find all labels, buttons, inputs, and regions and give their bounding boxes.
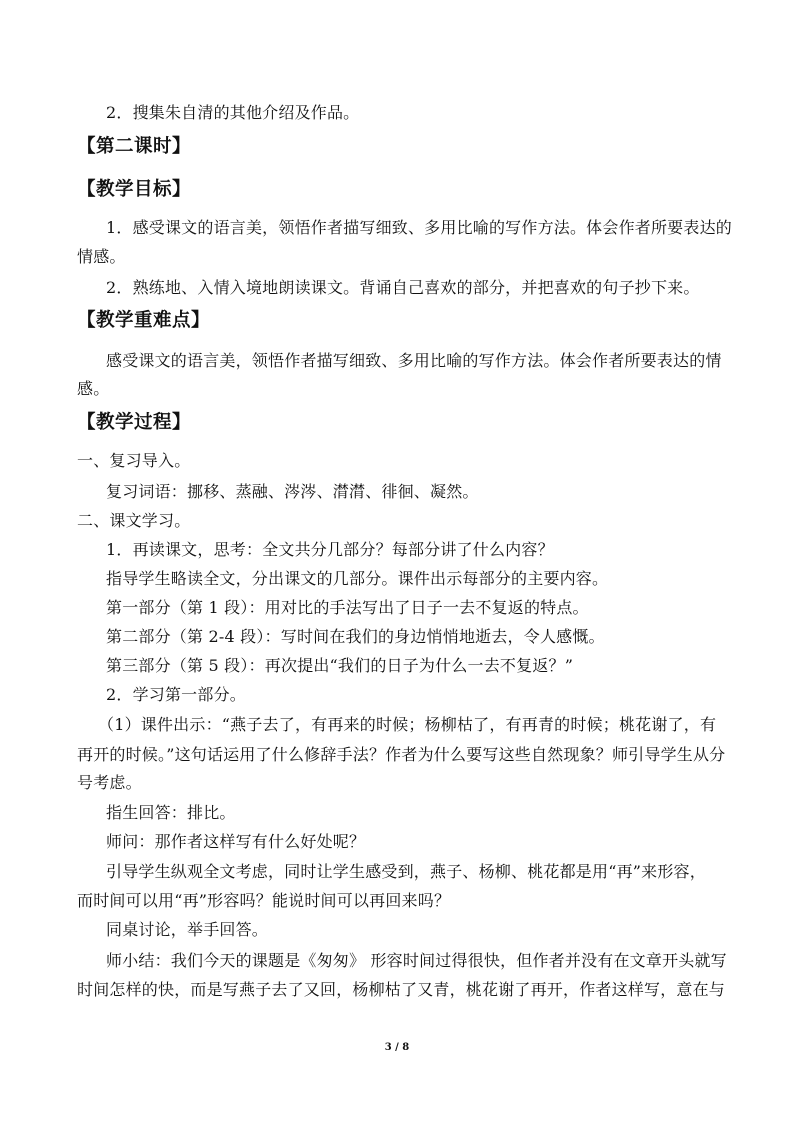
text-line: 第一部分（第 1 段）：用对比的手法写出了日子一去不复返的特点。 xyxy=(106,598,589,617)
text-line: 同桌讨论，举手回答。 xyxy=(106,920,269,939)
text-line: 再开的时候。”这句话运用了什么修辞手法？作者为什么要写这些自然现象？师引导学生从分 xyxy=(77,745,726,764)
text-line: （1）课件出示：“燕子去了，有再来的时候；杨柳枯了，有再青的时候；桃花谢了，有 xyxy=(98,715,717,734)
text-line: 感受课文的语言美，领悟作者描写细致、多用比喻的写作方法。体会作者所要表达的情 xyxy=(106,351,722,370)
text-line: 2．学习第一部分。 xyxy=(106,685,246,704)
text-line: 1．再读课文，思考：全文共分几部分？每部分讲了什么内容？ xyxy=(106,540,554,559)
text-line: 2．熟练地、入情入境地朗读课文。背诵自己喜欢的部分，并把喜欢的句子抄下来。 xyxy=(106,278,700,297)
text-line: 而时间可以用“再”形容吗？能说时间可以再回来吗？ xyxy=(77,891,451,910)
text-line: 一、复习导入。 xyxy=(77,451,191,470)
text-line: 号考虑。 xyxy=(77,773,142,792)
text-line: 第二部分（第 2-4 段）：写时间在我们的身边悄悄地逝去，令人感慨。 xyxy=(106,627,605,646)
section-heading-key-points: 【教学重难点】 xyxy=(77,310,211,331)
text-line: 二、课文学习。 xyxy=(77,511,191,530)
section-heading-teaching-goals: 【教学目标】 xyxy=(77,179,192,200)
text-line: 1．感受课文的语言美，领悟作者描写细致、多用比喻的写作方法。体会作者所要表达的 xyxy=(106,218,732,237)
text-line: 感。 xyxy=(77,379,110,398)
text-line: 时间怎样的快，而是写燕子去了又回，杨柳枯了又青，桃花谢了再开，作者这样写，意在与 xyxy=(77,980,726,999)
text-line: 指生回答：排比。 xyxy=(106,803,236,822)
text-line: 师小结：我们今天的课题是《匆匆》 形容时间过得很快，但作者并没有在文章开头就写 xyxy=(106,951,727,970)
text-line: 师问：那作者这样写有什么好处呢？ xyxy=(106,832,366,851)
text-line: 2．搜集朱自清的其他介绍及作品。 xyxy=(106,103,360,122)
text-line: 复习词语：挪移、蒸融、涔涔、潸潸、徘徊、凝然。 xyxy=(106,482,479,501)
text-line: 第三部分（第 5 段）：再次提出“我们的日子为什么一去不复返？” xyxy=(106,656,574,675)
section-heading-teaching-process: 【教学过程】 xyxy=(77,412,192,433)
section-heading-second-lesson: 【第二课时】 xyxy=(77,136,192,157)
text-line: 引导学生纵观全文考虑，同时让学生感受到，燕子、杨柳、桃花都是用“再”来形容， xyxy=(106,862,706,881)
text-line: 情感。 xyxy=(77,247,126,266)
text-line: 指导学生略读全文，分出课文的几部分。课件出示每部分的主要内容。 xyxy=(106,569,609,588)
page-number: 3 / 8 xyxy=(384,1042,410,1053)
